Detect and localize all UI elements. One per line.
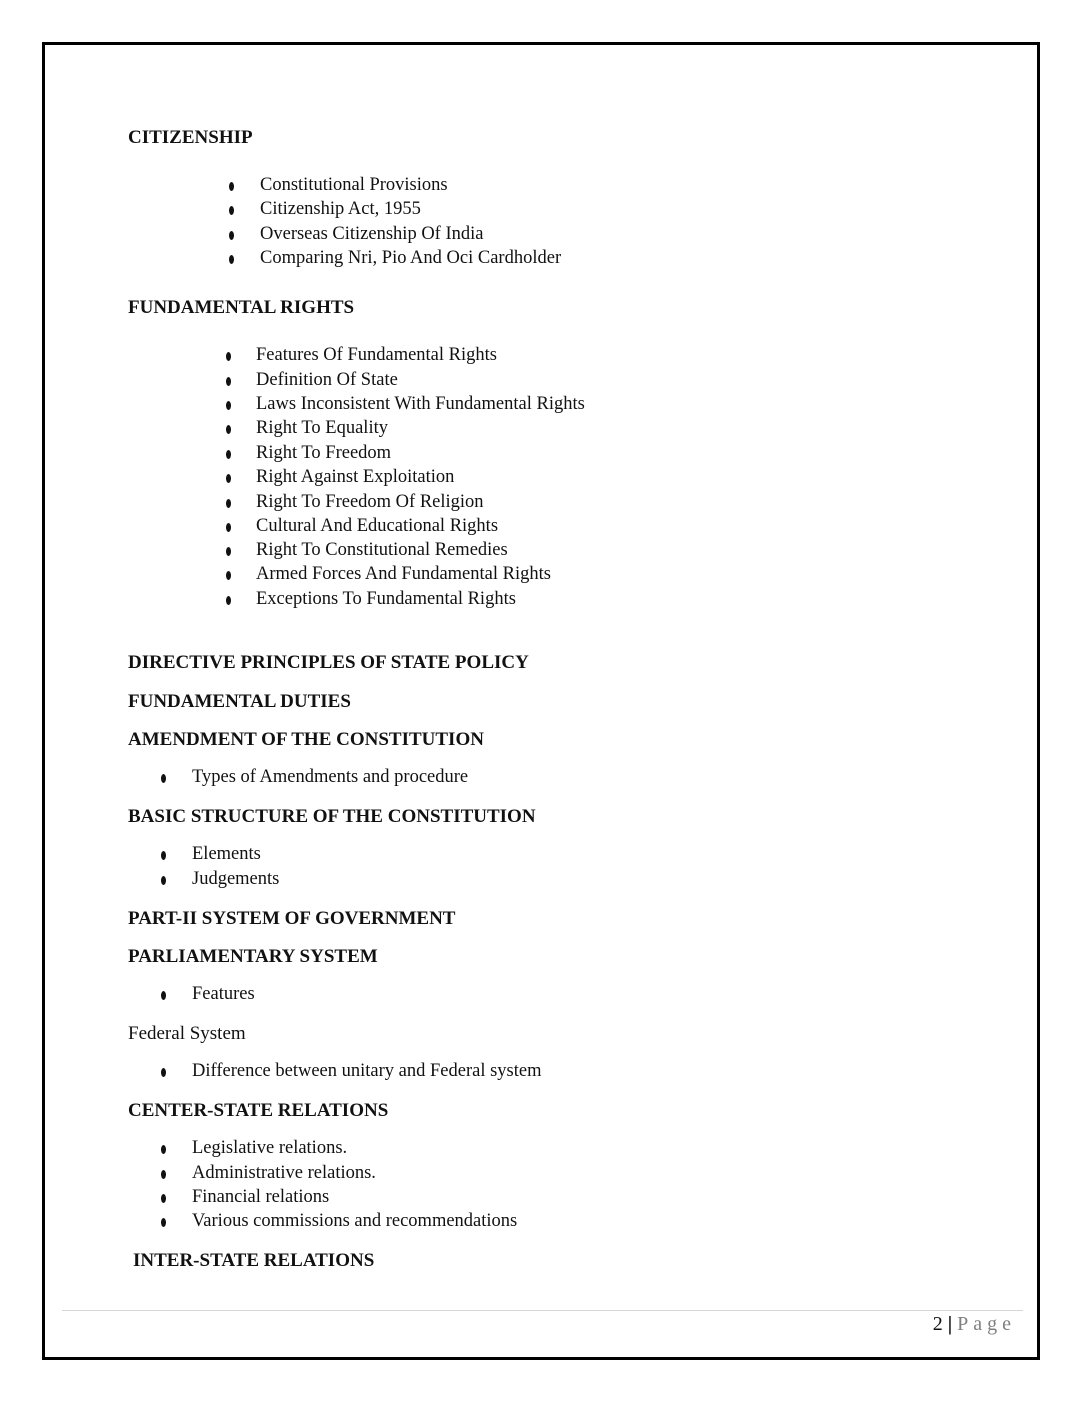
bullet-icon	[226, 571, 231, 580]
bullet-icon	[161, 851, 166, 860]
bullet-icon	[226, 474, 231, 483]
list-item: Citizenship Act, 1955	[260, 199, 421, 219]
page-footer	[933, 1313, 1016, 1336]
bullet-icon	[161, 1218, 166, 1227]
bullet-icon	[229, 255, 234, 264]
list-item: Comparing Nri, Pio And Oci Cardholder	[260, 248, 562, 268]
list-item: Right To Freedom Of Religion	[256, 492, 484, 512]
list-item: Financial relations	[192, 1187, 330, 1207]
bullet-icon	[226, 499, 231, 508]
list-item: Right To Freedom	[256, 443, 392, 463]
bullet-icon	[229, 206, 234, 215]
heading-federal-system: Federal System	[128, 1023, 246, 1044]
bullet-icon	[226, 377, 231, 386]
list-item: Legislative relations.	[192, 1138, 348, 1158]
page-label: Page	[957, 1313, 1016, 1335]
list-item: Constitutional Provisions	[260, 175, 448, 195]
bullet-icon	[161, 991, 166, 1000]
list-item: Various commissions and recommendations	[192, 1211, 518, 1231]
bullet-icon	[161, 1194, 166, 1203]
list-item: Overseas Citizenship Of India	[260, 224, 484, 244]
heading-citizenship: CITIZENSHIP	[128, 127, 253, 148]
heading-fundamental-rights: FUNDAMENTAL RIGHTS	[128, 297, 355, 318]
list-item: Right To Equality	[256, 418, 388, 438]
bullet-icon	[161, 1068, 166, 1077]
list-item: Features Of Fundamental Rights	[256, 345, 497, 365]
list-item: Difference between unitary and Federal system	[192, 1061, 542, 1081]
heading-amendment: AMENDMENT OF THE CONSTITUTION	[128, 729, 484, 750]
page-separator: |	[947, 1313, 953, 1335]
list-item: Elements	[192, 844, 261, 864]
heading-basic-structure: BASIC STRUCTURE OF THE CONSTITUTION	[128, 806, 536, 827]
list-item: Cultural And Educational Rights	[256, 516, 499, 536]
page-number: 2	[932, 1313, 943, 1335]
list-item: Right Against Exploitation	[256, 467, 455, 487]
footer-divider	[62, 1310, 1023, 1311]
bullet-icon	[226, 401, 231, 410]
list-item: Types of Amendments and procedure	[192, 767, 469, 787]
bullet-icon	[229, 231, 234, 240]
bullet-icon	[226, 425, 231, 434]
list-item: Right To Constitutional Remedies	[256, 540, 508, 560]
list-item: Administrative relations.	[192, 1163, 376, 1183]
list-item: Features	[192, 984, 255, 1004]
bullet-icon	[226, 596, 231, 605]
bullet-icon	[161, 1170, 166, 1179]
list-item: Definition Of State	[256, 370, 398, 390]
heading-fundamental-duties: FUNDAMENTAL DUTIES	[128, 691, 351, 712]
bullet-icon	[226, 523, 231, 532]
bullet-icon	[161, 774, 166, 783]
list-item: Armed Forces And Fundamental Rights	[256, 564, 551, 584]
bullet-icon	[161, 1145, 166, 1154]
list-item: Laws Inconsistent With Fundamental Rights	[256, 394, 585, 414]
bullet-icon	[161, 876, 166, 885]
bullet-icon	[226, 547, 231, 556]
heading-center-state-relations: CENTER-STATE RELATIONS	[128, 1100, 389, 1121]
list-item: Exceptions To Fundamental Rights	[256, 589, 516, 609]
heading-directive-principles: DIRECTIVE PRINCIPLES OF STATE POLICY	[128, 652, 529, 673]
heading-part-ii: PART-II SYSTEM OF GOVERNMENT	[128, 908, 456, 929]
heading-parliamentary-system: PARLIAMENTARY SYSTEM	[128, 946, 378, 967]
bullet-icon	[226, 450, 231, 459]
bullet-icon	[229, 182, 234, 191]
heading-inter-state-relations: INTER-STATE RELATIONS	[133, 1250, 375, 1271]
list-item: Judgements	[192, 869, 280, 889]
bullet-icon	[226, 352, 231, 361]
